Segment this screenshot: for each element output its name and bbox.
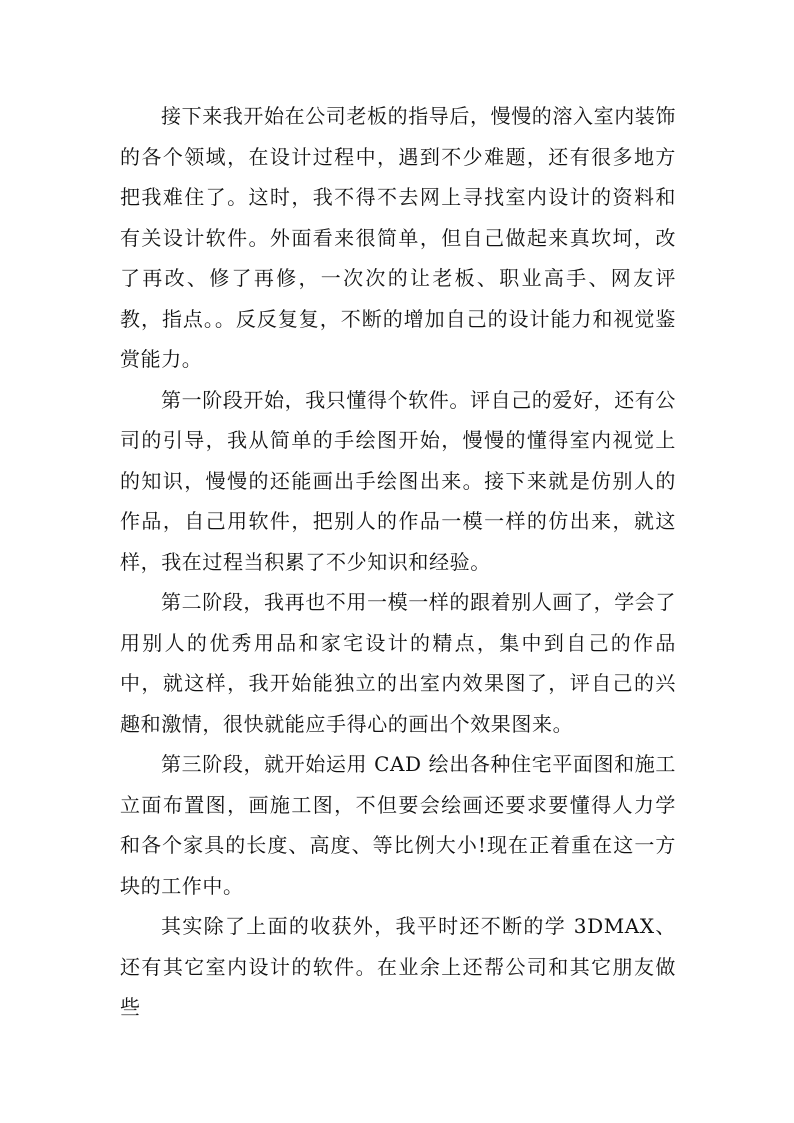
- document-body: [120, 96, 676, 1028]
- paragraph-2: 第一阶段开始，我只懂得个软件。评自己的爱好，还有公司的引导，我从简单的手绘图开始，慢慢的懂得室内视觉上的知识，慢慢的还能画出手绘图出来。接下来就是仿别人的作品，自己用软件，把别人的作品一模一样的仿出来，就这样，我在过程当积累了不少知识和经验。: [120, 387, 676, 574]
- paragraph-4: 第三阶段，就开始运用 CAD 绘出各种住宅平面图和施工立面布置图，画施工图，不但要会绘画还要求要懂得人力学和各个家具的长度、高度、等比例大小!现在正着重在这一方块的工作中。: [120, 752, 676, 898]
- paragraph-1: 接下来我开始在公司老板的指导后，慢慢的溶入室内装饰的各个领域，在设计过程中，遇到不少难题，还有很多地方把我难住了。这时，我不得不去网上寻找室内设计的资料和有关设计软件。外面看来很简单，但自己做起来真坎坷，改了再改、修了再修，一次次的让老板、职业高手、网友评教，指点。。反反复复，不断的增加自己的设计能力和视觉鉴赏能力。: [120, 104, 676, 371]
- paragraph-5: 其实除了上面的收获外，我平时还不断的学 3DMAX、还有其它室内设计的软件。在业余上还帮公司和其它朋友做些: [120, 914, 676, 1019]
- paragraph-3: 第二阶段，我再也不用一模一样的跟着别人画了，学会了用别人的优秀用品和家宅设计的精点，集中到自己的作品中，就这样，我开始能独立的出室内效果图了，评自己的兴趣和激情，很快就能应手得心的画出个效果图来。: [120, 590, 676, 736]
